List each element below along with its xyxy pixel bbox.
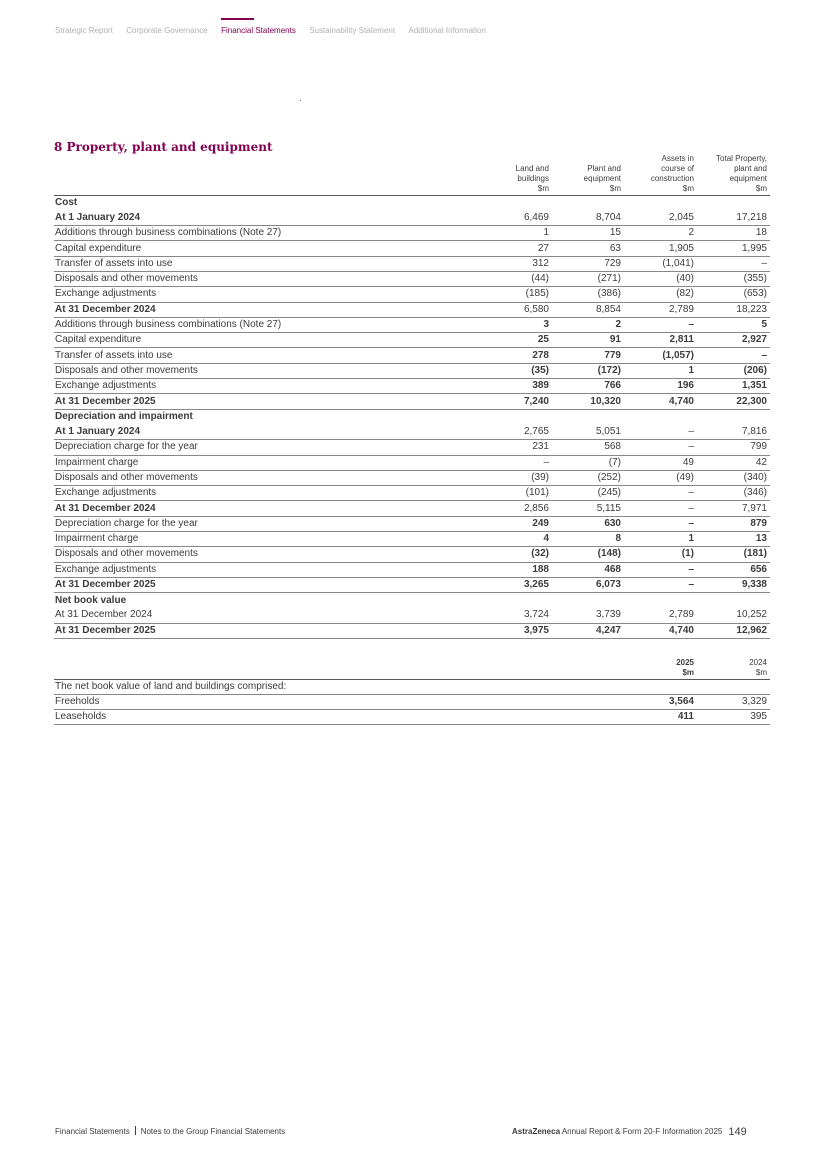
top-navigation xyxy=(55,18,495,38)
cell-plant-equipment: 8,704 xyxy=(595,211,621,223)
row-label: At 31 December 2024 xyxy=(55,609,153,621)
cell-land-buildings: 6,580 xyxy=(523,303,549,315)
cell-plant-equipment: 568 xyxy=(604,441,621,453)
cell-assets-construction: – xyxy=(688,579,694,591)
cell-total-ppe: 656 xyxy=(750,563,767,575)
cell-total-ppe xyxy=(697,409,770,424)
header-line: plant and xyxy=(734,163,767,173)
cell-plant-equipment xyxy=(552,195,624,210)
header-blank xyxy=(54,150,474,195)
row-label: Disposals and other movements xyxy=(55,548,198,560)
cell-total-ppe: 17,218 xyxy=(736,211,767,223)
cell-land-buildings: 3,724 xyxy=(523,609,549,621)
cell-land-buildings: 231 xyxy=(532,441,549,453)
row-label: At 31 December 2024 xyxy=(55,502,156,514)
row-label: Disposals and other movements xyxy=(55,471,198,483)
land-buildings-table xyxy=(54,655,770,725)
cell-land-buildings: 1 xyxy=(543,227,549,239)
cell-plant-equipment: 766 xyxy=(604,380,621,392)
table-row xyxy=(54,679,770,694)
cell-assets-construction: – xyxy=(688,319,694,331)
header-line: course of xyxy=(661,163,694,173)
cell-total-ppe: 7,971 xyxy=(741,502,767,514)
col-header-assets-construction xyxy=(624,150,697,195)
row-label: Depreciation and impairment xyxy=(55,411,193,423)
cell-total-ppe: (346) xyxy=(743,487,767,499)
nav-sustainability-statement[interactable]: Sustainability Statement xyxy=(309,26,396,35)
cell-land-buildings xyxy=(474,409,552,424)
table-row xyxy=(54,271,770,286)
cell-land-buildings: 7,240 xyxy=(523,395,549,407)
cell-plant-equipment: (271) xyxy=(597,273,621,285)
table-row xyxy=(54,486,770,501)
cell-plant-equipment: 4,247 xyxy=(595,624,621,636)
header-line: Land and xyxy=(515,163,549,173)
row-label: Net book value xyxy=(55,594,127,606)
header-line: 2025 xyxy=(676,657,694,667)
cell-total-ppe xyxy=(697,195,770,210)
cell-land-buildings: (44) xyxy=(531,273,549,285)
row-label: Depreciation charge for the year xyxy=(55,441,198,453)
nav-strategic-report[interactable]: Strategic Report xyxy=(55,26,113,35)
cell-total-ppe: 10,252 xyxy=(736,609,767,621)
cell-land-buildings: (185) xyxy=(525,288,549,300)
cell-total-ppe: 799 xyxy=(750,441,767,453)
table-row xyxy=(54,287,770,302)
row-label: At 31 December 2024 xyxy=(55,303,156,315)
cell-land-buildings: 6,469 xyxy=(523,211,549,223)
section-title: 8 Property, plant and equipment xyxy=(54,140,273,154)
footer-report-title: Annual Report & Form 20-F Information 2025 xyxy=(560,1127,723,1136)
cell-assets-construction: (1,057) xyxy=(662,349,694,361)
section-heading-row xyxy=(54,409,770,424)
header-blank xyxy=(54,655,624,679)
cell-total-ppe: – xyxy=(761,257,767,269)
cell-assets-construction: 196 xyxy=(677,380,694,392)
cell-total-ppe: (340) xyxy=(743,471,767,483)
row-label: Additions through business combinations (Note 27) xyxy=(55,319,282,331)
cell-assets-construction: 2,789 xyxy=(668,303,694,315)
cell-assets-construction: (82) xyxy=(676,288,694,300)
cell-2024: 395 xyxy=(750,711,767,723)
cell-total-ppe: 1,351 xyxy=(741,380,767,392)
cell-total-ppe: 879 xyxy=(750,517,767,529)
cell-plant-equipment: 729 xyxy=(604,257,621,269)
cell-total-ppe: (355) xyxy=(743,273,767,285)
cell-total-ppe: (653) xyxy=(743,288,767,300)
cell-land-buildings xyxy=(474,593,552,608)
cell-land-buildings: 27 xyxy=(537,242,549,254)
table-row xyxy=(54,532,770,547)
cell-assets-construction: – xyxy=(688,563,694,575)
row-label: Exchange adjustments xyxy=(55,563,157,575)
header-line: Assets in xyxy=(661,153,694,163)
footer-brand: AstraZeneca xyxy=(512,1127,561,1136)
table-row xyxy=(54,226,770,241)
table-row xyxy=(54,608,770,623)
cell-land-buildings: (39) xyxy=(531,471,549,483)
cell-total-ppe: – xyxy=(761,349,767,361)
table-row xyxy=(54,470,770,485)
table-row xyxy=(54,241,770,256)
cell-total-ppe: 42 xyxy=(755,456,767,468)
table-row xyxy=(54,440,770,455)
header-line: $m xyxy=(537,183,549,193)
cell-plant-equipment: 91 xyxy=(609,334,621,346)
cell-total-ppe: (181) xyxy=(743,548,767,560)
footer-subsection[interactable]: Notes to the Group Financial Statements xyxy=(140,1127,286,1136)
cell-land-buildings: 3,975 xyxy=(523,624,549,636)
page-number: 149 xyxy=(728,1126,747,1138)
stray-dot xyxy=(300,100,301,101)
header-line: $m xyxy=(682,667,694,677)
header-line: equipment xyxy=(729,173,767,183)
cell-land-buildings: 3 xyxy=(543,319,549,331)
header-line: $m xyxy=(755,667,767,677)
cell-plant-equipment: 2 xyxy=(615,319,621,331)
table-row xyxy=(54,501,770,516)
cell-land-buildings: (32) xyxy=(531,548,549,560)
cell-plant-equipment: (7) xyxy=(608,456,621,468)
col-header-total-ppe xyxy=(697,150,770,195)
cell-land-buildings: 249 xyxy=(532,517,549,529)
cell-assets-construction: 2,789 xyxy=(668,609,694,621)
cell-plant-equipment: 8,854 xyxy=(595,303,621,315)
lb-table-header xyxy=(54,655,770,679)
cell-total-ppe: 5 xyxy=(761,319,767,331)
row-label: Transfer of assets into use xyxy=(55,257,173,269)
col-header-plant-equipment xyxy=(552,150,624,195)
header-line: $m xyxy=(609,183,621,193)
table-row xyxy=(54,363,770,378)
nav-corporate-governance[interactable]: Corporate Governance xyxy=(126,26,208,35)
cell-plant-equipment: 63 xyxy=(609,242,621,254)
cell-assets-construction: – xyxy=(688,487,694,499)
cell-land-buildings: 4 xyxy=(543,533,549,545)
table-row xyxy=(54,710,770,725)
table-row xyxy=(54,562,770,577)
row-label: Capital expenditure xyxy=(55,334,142,346)
cell-assets-construction xyxy=(624,195,697,210)
ppe-table-body xyxy=(54,195,770,639)
row-label: At 1 January 2024 xyxy=(55,211,141,223)
row-label: Cost xyxy=(55,196,78,208)
cell-assets-construction: 4,740 xyxy=(668,395,694,407)
cell-total-ppe: 22,300 xyxy=(736,395,767,407)
footer-divider xyxy=(135,1126,136,1135)
cell-plant-equipment xyxy=(552,409,624,424)
cell-plant-equipment: (386) xyxy=(597,288,621,300)
row-label: Impairment charge xyxy=(55,456,139,468)
header-line: Plant and xyxy=(587,163,621,173)
table-row xyxy=(54,379,770,394)
cell-assets-construction: 1,905 xyxy=(668,242,694,254)
footer-section[interactable]: Financial Statements xyxy=(55,1127,130,1136)
cell-assets-construction: 2 xyxy=(688,227,694,239)
cell-total-ppe: 7,816 xyxy=(741,425,767,437)
cell-assets-construction: – xyxy=(688,502,694,514)
cell-plant-equipment: 5,051 xyxy=(595,425,621,437)
cell-plant-equipment: 468 xyxy=(604,563,621,575)
row-label: Capital expenditure xyxy=(55,242,142,254)
cell-assets-construction: (1) xyxy=(681,548,694,560)
header-line: 2024 xyxy=(749,657,767,667)
cell-assets-construction: (49) xyxy=(676,471,694,483)
row-label: At 31 December 2025 xyxy=(55,395,156,407)
table-row xyxy=(54,424,770,439)
cell-plant-equipment: (252) xyxy=(597,471,621,483)
row-label: Transfer of assets into use xyxy=(55,349,173,361)
table-row xyxy=(54,256,770,271)
cell-2025: 411 xyxy=(677,711,694,723)
cell-plant-equipment: 3,739 xyxy=(595,609,621,621)
col-header-land-buildings xyxy=(474,150,552,195)
row-label: Impairment charge xyxy=(55,533,139,545)
table-row xyxy=(54,333,770,348)
cell-land-buildings: 2,765 xyxy=(523,425,549,437)
cell-assets-construction: 2,045 xyxy=(668,211,694,223)
cell-assets-construction: (40) xyxy=(676,273,694,285)
header-line: $m xyxy=(755,183,767,193)
cell-total-ppe: (206) xyxy=(743,364,767,376)
row-label: Disposals and other movements xyxy=(55,364,198,376)
cell-land-buildings: 188 xyxy=(532,563,549,575)
cell-total-ppe: 18,223 xyxy=(736,303,767,315)
row-label: Freeholds xyxy=(55,695,100,707)
cell-plant-equipment: 6,073 xyxy=(595,579,621,591)
row-label: Additions through business combinations (Note 27) xyxy=(55,227,282,239)
row-label: Disposals and other movements xyxy=(55,273,198,285)
cell-plant-equipment xyxy=(552,593,624,608)
table-row xyxy=(54,210,770,225)
section-heading-row xyxy=(54,195,770,210)
row-label: Exchange adjustments xyxy=(55,288,157,300)
cell-total-ppe xyxy=(697,593,770,608)
cell-land-buildings xyxy=(474,195,552,210)
cell-plant-equipment: 15 xyxy=(609,227,621,239)
ppe-table-header xyxy=(54,150,770,195)
cell-total-ppe: 12,962 xyxy=(736,624,767,636)
row-label: The net book value of land and buildings comprised: xyxy=(55,680,287,692)
cell-plant-equipment: 5,115 xyxy=(596,502,621,514)
section-heading-row xyxy=(54,593,770,608)
table-row xyxy=(54,394,770,409)
nav-additional-information[interactable]: Additional Information xyxy=(408,26,486,35)
cell-total-ppe: 13 xyxy=(755,533,767,545)
cell-assets-construction: – xyxy=(688,425,694,437)
table-row xyxy=(54,348,770,363)
header-line: Total Property, xyxy=(716,153,767,163)
cell-assets-construction: 4,740 xyxy=(668,624,694,636)
cell-total-ppe: 18 xyxy=(755,227,767,239)
footer-report-info xyxy=(512,1126,747,1138)
cell-land-buildings: 2,856 xyxy=(523,502,549,514)
cell-assets-construction: 1 xyxy=(688,364,694,376)
table-row xyxy=(54,577,770,592)
col-header-2025 xyxy=(624,655,697,679)
col-header-2024 xyxy=(697,655,770,679)
cell-land-buildings: (35) xyxy=(531,364,549,376)
header-line: equipment xyxy=(583,173,621,183)
cell-plant-equipment: (148) xyxy=(597,548,621,560)
cell-land-buildings: 389 xyxy=(532,380,549,392)
cell-assets-construction: (1,041) xyxy=(662,257,694,269)
cell-assets-construction xyxy=(624,593,697,608)
row-label: Leaseholds xyxy=(55,711,107,723)
cell-land-buildings: 312 xyxy=(532,257,549,269)
cell-assets-construction: 2,811 xyxy=(669,334,694,346)
cell-assets-construction: – xyxy=(688,517,694,529)
table-row xyxy=(54,302,770,317)
row-label: Exchange adjustments xyxy=(55,380,157,392)
cell-total-ppe: 9,338 xyxy=(741,579,767,591)
header-line: $m xyxy=(682,183,694,193)
cell-land-buildings: – xyxy=(543,456,549,468)
cell-assets-construction: 49 xyxy=(682,456,694,468)
cell-2024: 3,329 xyxy=(741,695,767,707)
table-row xyxy=(54,317,770,332)
footer-breadcrumb xyxy=(55,1126,285,1136)
cell-2025: 3,564 xyxy=(668,695,694,707)
cell-2024 xyxy=(697,679,770,694)
cell-plant-equipment: 630 xyxy=(604,517,621,529)
header-line: construction xyxy=(650,173,694,183)
cell-plant-equipment: 779 xyxy=(604,349,621,361)
header-line: buildings xyxy=(517,173,549,183)
cell-land-buildings: 3,265 xyxy=(523,579,549,591)
cell-land-buildings: 278 xyxy=(532,349,549,361)
row-label: At 1 January 2024 xyxy=(55,425,141,437)
cell-total-ppe: 1,995 xyxy=(741,242,767,254)
cell-total-ppe: 2,927 xyxy=(741,334,767,346)
cell-assets-construction: 1 xyxy=(688,533,694,545)
lb-table-body xyxy=(54,679,770,725)
cell-plant-equipment: (245) xyxy=(597,487,621,499)
cell-plant-equipment: 8 xyxy=(615,533,621,545)
row-label: At 31 December 2025 xyxy=(55,624,156,636)
ppe-table xyxy=(54,150,770,639)
table-row xyxy=(54,623,770,638)
table-row xyxy=(54,694,770,709)
cell-plant-equipment: (172) xyxy=(597,364,621,376)
cell-2025 xyxy=(624,679,697,694)
nav-financial-statements[interactable]: Financial Statements xyxy=(221,18,296,35)
table-row xyxy=(54,455,770,470)
table-row xyxy=(54,516,770,531)
cell-land-buildings: 25 xyxy=(537,334,549,346)
cell-plant-equipment: 10,320 xyxy=(590,395,621,407)
table-row xyxy=(54,547,770,562)
row-label: At 31 December 2025 xyxy=(55,579,156,591)
cell-assets-construction xyxy=(624,409,697,424)
row-label: Depreciation charge for the year xyxy=(55,517,198,529)
row-label: Exchange adjustments xyxy=(55,487,157,499)
cell-land-buildings: (101) xyxy=(525,487,549,499)
cell-assets-construction: – xyxy=(688,441,694,453)
